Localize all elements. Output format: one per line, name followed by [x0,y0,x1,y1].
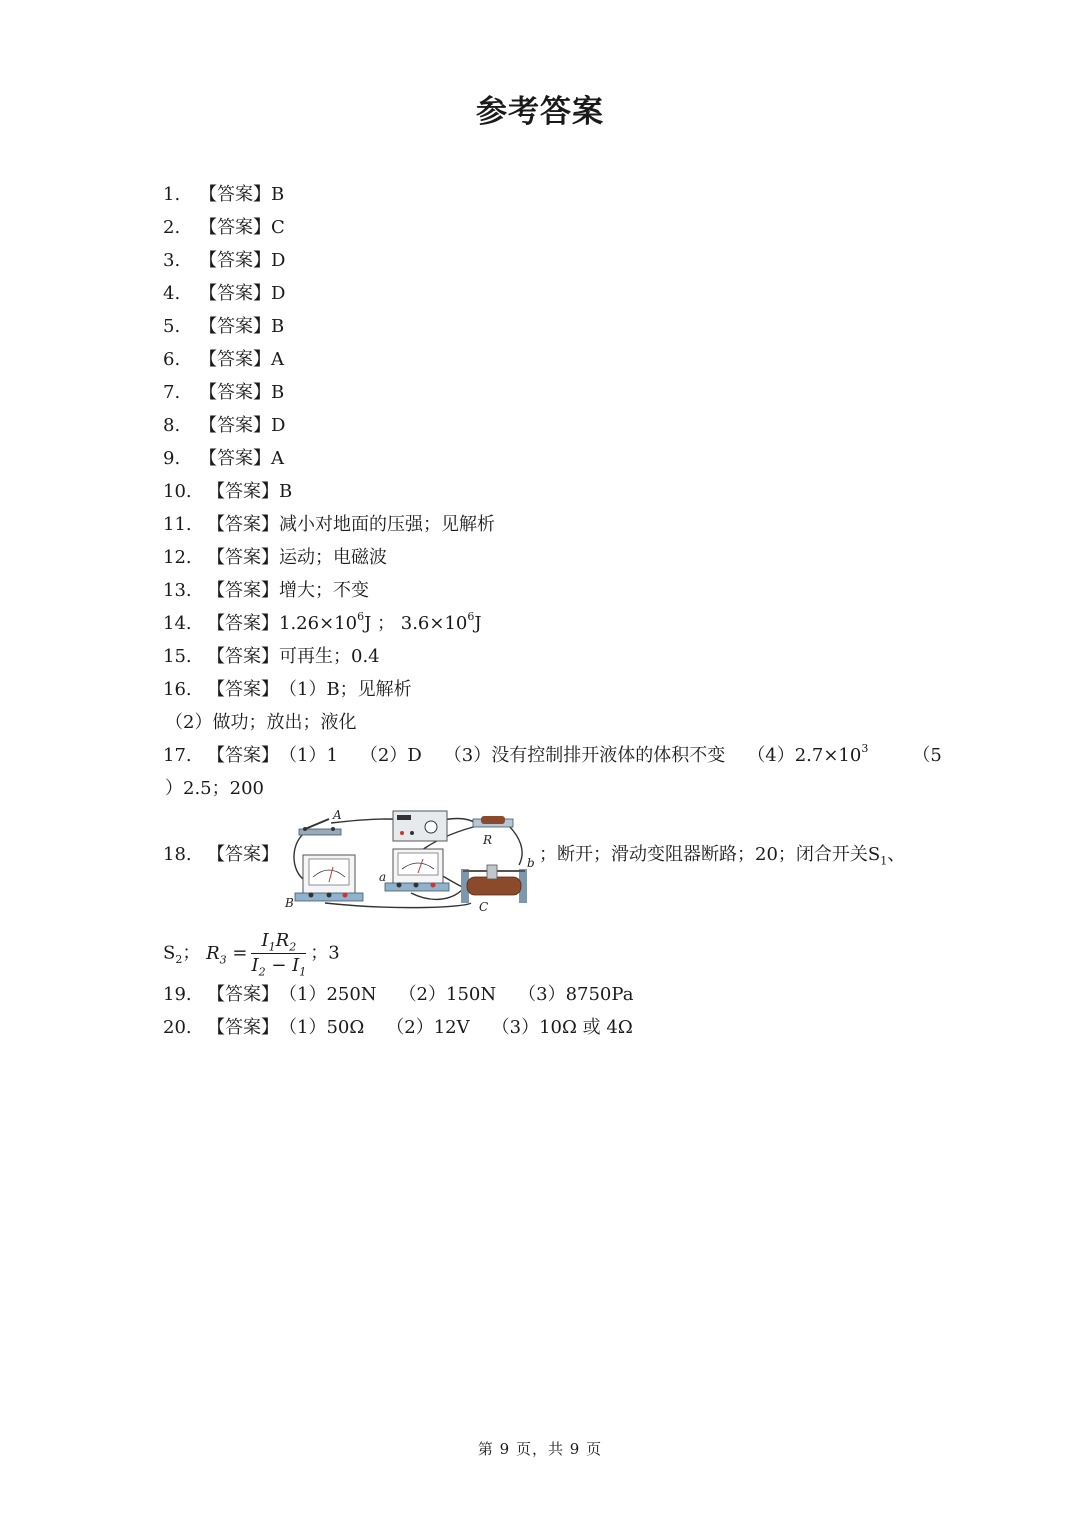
exponent: 3 [861,742,869,755]
answer-text: ；断开；滑动变阻器断路；20；闭合开关$S_1$、 [539,844,906,868]
answer-text: 可再生；0.4 [279,646,380,667]
answer-row [163,277,933,310]
answer-row [163,541,933,574]
answer-value-1: 1.26×10 [279,613,358,634]
answer-text: C [271,217,285,238]
page-footer: 第 9 页，共 9 页 [477,1440,603,1458]
answer-row [163,376,933,409]
answer-tag: 【答案】 [199,283,271,304]
answer-row [163,574,933,607]
formula-lhs: $R_3$ [206,942,227,967]
label-C: C [479,900,489,911]
answer-part: （4）2.7×10 [747,745,862,766]
answer-row [163,178,933,211]
answer-part: （2）150N [398,984,497,1005]
answer-text: B [271,316,285,337]
answer-row [163,343,933,376]
answer-part: （3）10Ω 或 4Ω [491,1017,633,1038]
question-number: 11. [163,514,192,535]
question-number: 15. [163,646,192,667]
answer-tag: 【答案】 [207,745,279,766]
question-number: 12. [163,547,192,568]
answer-continuation: （2）做功；放出；液化 [165,712,357,733]
answer-text: A [271,349,284,370]
answer-tag: 【答案】 [199,448,271,469]
answer-tag: 【答案】 [199,250,271,271]
question-number: 1. [163,184,181,205]
answer-value-2: 3.6×10 [400,613,468,634]
answer-text: D [271,283,286,304]
label-R: R [483,833,493,847]
answer-list [163,178,942,1044]
answer-row [163,442,933,475]
answer-tag: 【答案】 [199,382,271,403]
answer-text: （1）B；见解析 [279,679,412,700]
question-number: 19. [163,984,192,1005]
formula-fraction: $\frac{I_1R_2}{I_2 - I_1}$ [251,930,307,979]
answer-text: B [279,481,293,502]
answer-row-18 [163,805,933,912]
rheostat-icon [461,865,527,903]
answer-text: A [271,448,284,469]
answer-continuation: ）2.5；200 [165,778,264,799]
resistor-icon [473,816,513,827]
answer-tag: 【答案】 [199,349,271,370]
answer-tag: 【答案】 [199,415,271,436]
label-a: a [379,870,387,884]
question-number: 6. [163,349,181,370]
answer-row [163,211,933,244]
answer-text: B [271,382,285,403]
voltmeter-icon [385,849,449,891]
answer-part: （2）12V [386,1017,470,1038]
question-number: 2. [163,217,181,238]
ammeter-icon [295,855,363,901]
answer-text: D [271,415,286,436]
label-A: A [333,808,342,822]
question-number: 13. [163,580,192,601]
answer-continuation-18 [163,912,933,978]
formula-line: $S_2$； $R_3$ = $\frac{I_1R_2}{I_2 - I_1}$ ；3 [163,930,340,979]
question-number: 18. [163,844,192,865]
question-number: 10. [163,481,192,502]
answer-tag: 【答案】 [207,481,279,502]
exponent: 6 [467,610,475,623]
label-b: b [527,856,535,870]
answer-row-17 [163,739,942,772]
answer-tag: 【答案】 [207,984,279,1005]
answer-row [163,310,933,343]
answer-tag: 【答案】 [207,613,279,634]
answer-tag: 【答案】 [207,547,279,568]
page-title: 参考答案 [476,94,604,130]
answer-text: 减小对地面的压强；见解析 [279,514,495,535]
answer-part: （5 [912,745,942,766]
answer-row [163,409,933,442]
answer-part: （1）50Ω [279,1017,365,1038]
power-supply-icon [393,811,447,841]
answer-tag: 【答案】 [199,184,271,205]
circuit-diagram-figure [281,807,535,911]
question-number: 16. [163,679,192,700]
answer-row [163,244,933,277]
question-number: 20. [163,1017,192,1038]
answer-row-15 [163,640,933,673]
answer-row-19 [163,978,933,1011]
answer-part: （2）D [359,745,422,766]
answer-row [163,508,933,541]
answer-tag: 【答案】 [207,580,279,601]
answer-row-14 [163,607,933,640]
answer-part: （1）1 [279,745,338,766]
question-number: 8. [163,415,181,436]
answer-tag: 【答案】 [199,316,271,337]
answer-tag: 【答案】 [207,514,279,535]
question-number: 3. [163,250,181,271]
answer-tag: 【答案】 [207,646,279,667]
exponent: 6 [357,610,365,623]
answer-text: D [271,250,286,271]
answer-text: 运动；电磁波 [279,547,387,568]
question-number: 4. [163,283,181,304]
question-number: 14. [163,613,192,634]
answer-tag: 【答案】 [207,1017,279,1038]
question-number: 9. [163,448,181,469]
question-number: 17. [163,745,192,766]
answer-part: （3）8750Pa [518,984,634,1005]
answer-row [163,475,933,508]
answer-row-20 [163,1011,933,1044]
answer-part: （3）没有控制排开液体的体积不变 [443,745,726,766]
answer-tag: 【答案】 [199,217,271,238]
answer-row-16 [163,673,933,706]
answer-tag: 【答案】 [207,844,279,865]
unit: J ； [364,613,396,634]
answer-text: 增大；不变 [279,580,369,601]
answer-text: B [271,184,285,205]
unit: J [474,613,482,634]
answer-part: （1）250N [279,984,377,1005]
question-number: 5. [163,316,181,337]
question-number: 7. [163,382,181,403]
label-B: B [285,896,294,910]
answer-tag: 【答案】 [207,679,279,700]
